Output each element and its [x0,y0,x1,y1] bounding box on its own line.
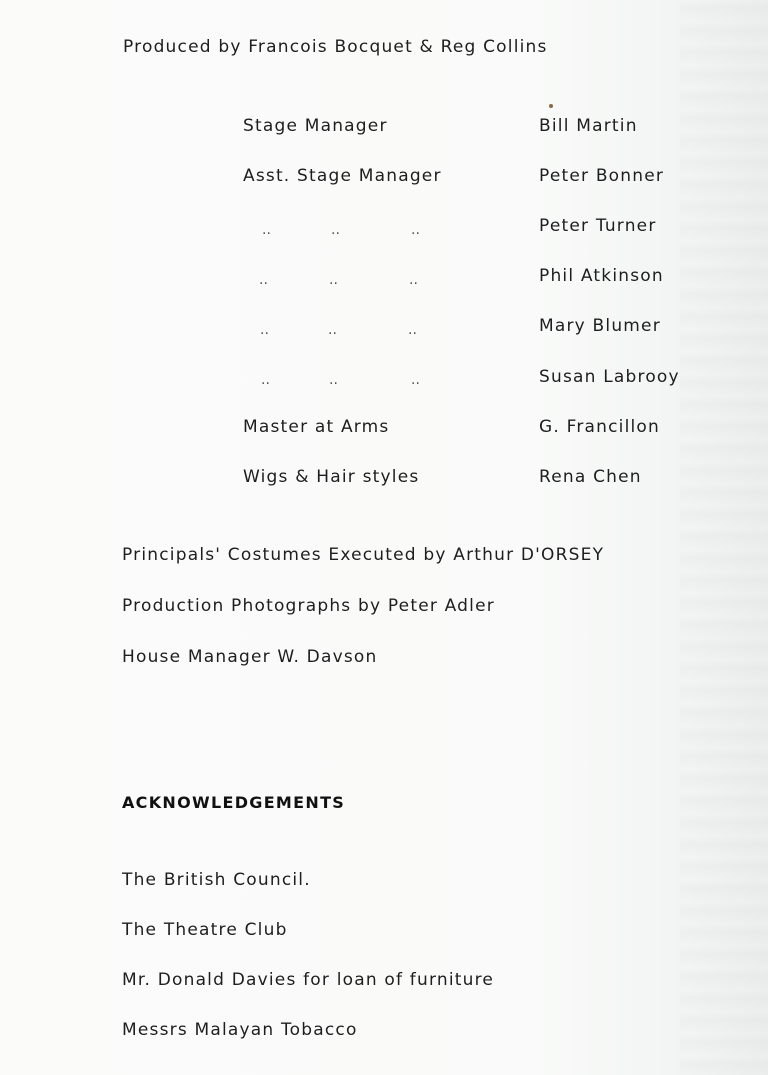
page-bleed-through [680,0,768,1075]
credit-name: Bill Martin [539,116,638,136]
acknowledgement-item: Messrs Malayan Tobacco [122,1020,358,1040]
credit-name: Peter Bonner [539,166,665,186]
credit-role: Wigs & Hair styles [243,467,420,487]
ink-speck [549,104,553,108]
credit-name: Rena Chen [539,467,642,487]
acknowledgement-item: The Theatre Club [122,920,288,940]
photographs-credit: Production Photographs by Peter Adler [122,596,495,616]
credit-name: Phil Atkinson [539,266,664,286]
credit-name: Mary Blumer [539,316,661,336]
credit-name: G. Francillon [539,417,660,437]
costumes-credit: Principals' Costumes Executed by Arthur D'ORSEY [122,545,605,565]
credit-role: Stage Manager [243,116,388,136]
producer-line: Produced by Francois Bocquet & Reg Collins [123,37,548,57]
acknowledgement-item: Mr. Donald Davies for loan of furniture [122,970,495,990]
credit-name: Susan Labrooy [539,367,680,387]
house-manager-credit: House Manager W. Davson [122,647,378,667]
credit-role: Master at Arms [243,417,390,437]
credit-role: Asst. Stage Manager [243,166,442,186]
acknowledgements-heading: ACKNOWLEDGEMENTS [122,793,346,812]
credit-name: Peter Turner [539,216,657,236]
acknowledgement-item: The British Council. [122,870,311,890]
